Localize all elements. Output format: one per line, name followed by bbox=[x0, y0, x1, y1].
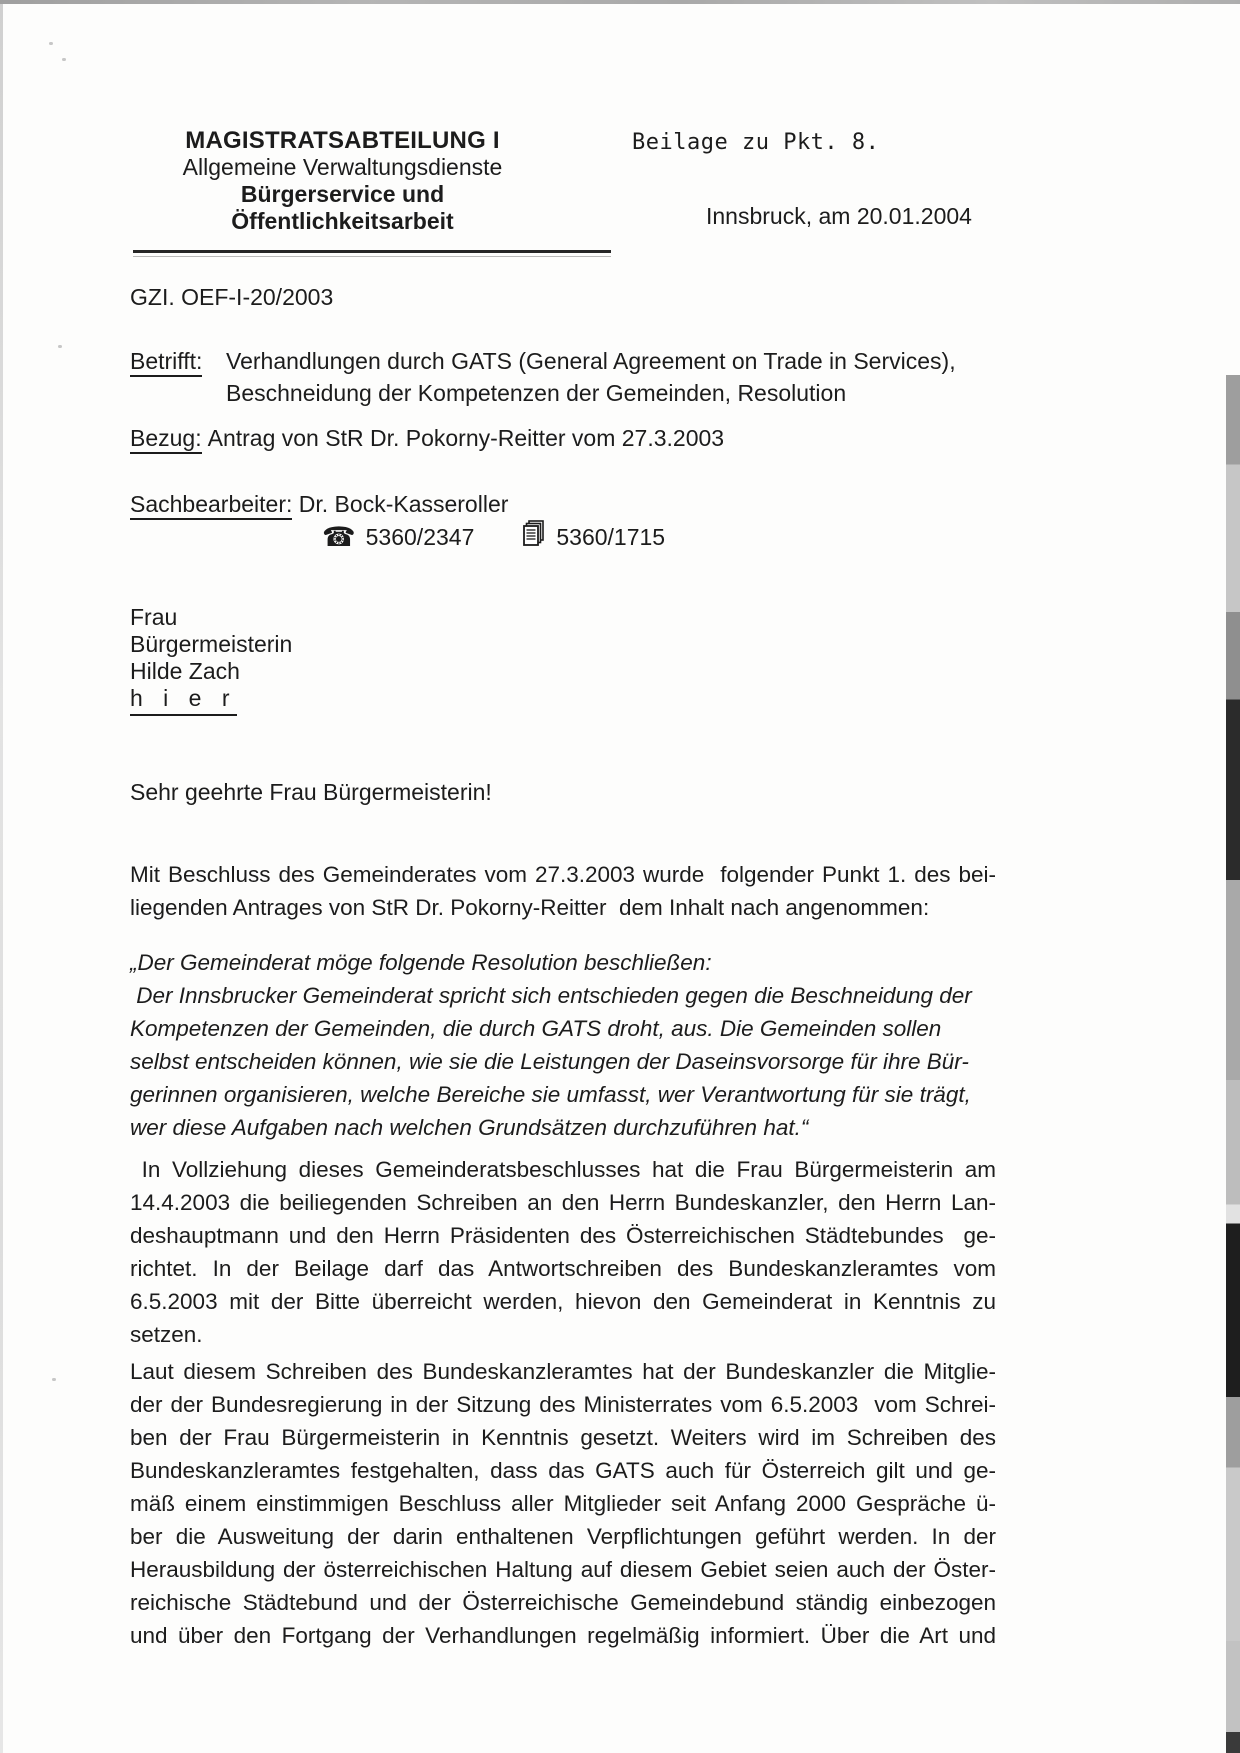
department-subtitle: Allgemeine Verwaltungsdienste bbox=[182, 154, 503, 180]
subject-text: Verhandlungen durch GATS (General Agreement on Trade in Services), Beschneidung der Kompetenzen der Gemeinden, Resolution bbox=[226, 348, 956, 406]
hier-underlined: h i e r bbox=[130, 685, 237, 716]
body-paragraph-1: Mit Beschluss des Gemeinderates vom 27.3.2003 wurde folgender Punkt 1. des bei- liegenden Antrages von StR Dr. Pokorny-Reitter dem Inhalt nach angenommen: bbox=[130, 862, 996, 920]
scan-speck bbox=[52, 1378, 56, 1381]
reference-label: Bezug: bbox=[130, 425, 202, 454]
subject-label: Betrifft: bbox=[130, 345, 226, 409]
clerk-name: Dr. Bock-Kasseroller bbox=[298, 491, 509, 517]
fax-number: 5360/1715 bbox=[556, 523, 666, 550]
phone-number: 5360/2347 bbox=[365, 523, 475, 550]
recipient-lines: Frau Bürgermeisterin Hilde Zach bbox=[130, 604, 293, 684]
reference-block bbox=[130, 425, 724, 452]
subject-block bbox=[130, 345, 1030, 409]
fax-pages-icon bbox=[522, 520, 546, 554]
clerk-block bbox=[130, 489, 665, 554]
reference-text: Antrag von StR Dr. Pokorny-Reitter vom 27.3.2003 bbox=[207, 425, 725, 451]
scan-speck bbox=[49, 42, 53, 45]
recipient-hier-line bbox=[130, 685, 292, 716]
scan-artifact-top-edge bbox=[0, 0, 1240, 4]
place-date: Innsbruck, am 20.01.2004 bbox=[706, 203, 972, 229]
salutation: Sehr geehrte Frau Bürgermeisterin! bbox=[130, 779, 492, 805]
recipient-address bbox=[130, 604, 292, 716]
clerk-line bbox=[130, 489, 665, 520]
department-name: MAGISTRATSABTEILUNG I bbox=[185, 127, 500, 154]
body-paragraph-3: Laut diesem Schreiben des Bundeskanzleramtes hat der Bundeskanzler die Mitglie- der der Bundesregierung in der Sitzung des Ministerrates vom 6.5.2003 vom Schrei- ben der Frau Bürgermeisterin in Kenntnis gesetzt. Weiters wird im Schreiben des Bundeskanzleramtes festgehalten, dass das GATS auch für Österreich gilt und ge- mäß einem einstimmigen Beschluss aller Mitglieder seit Anfang 2000 Gespräche ü- ber die Ausweitung der darin enthaltenen Verpflichtungen geführt werden. In der Herausbildung der österreichischen Haltung auf diesem Gebiet seien auch der Öster- reichische Städtebund und der Österreichische Gemeindebund ständig einbezogen und über den Fortgang der Verhandlungen regelmäßig informiert. Über die Art und bbox=[130, 1359, 996, 1648]
department-header bbox=[120, 127, 565, 235]
resolution-quote: „Der Gemeinderat möge folgende Resolution beschließen: Der Innsbrucker Gemeinderat spricht sich entschieden gegen die Beschneidung der Kompetenzen der Gemeinden, die durch GATS droht, aus. Die Gemeinden sollen selbst entscheiden können, wie sie die Leistungen der Daseinsvorsorge für ihre Bür- gerinnen organisieren, welche Bereiche sie umfasst, wer Verantwortung für sie trägt, wer diese Aufgaben nach welchen Grundsätzen durchzuführen hat.“ bbox=[130, 950, 972, 1140]
phone-icon: ☎ bbox=[322, 521, 356, 552]
body-paragraph-2: In Vollziehung dieses Gemeinderatsbeschlusses hat die Frau Bürgermeisterin am 14.4.2003 die beiliegenden Schreiben an den Herrn Bundeskanzler, den Herrn Lan- deshauptmann und den Herrn Präsidenten des Österreichischen Städtebundes ge- richtet. In der Beilage darf das Antwortschreiben des Bundeskanzleramtes vom 6.5.2003 mit der Bitte überreicht werden, hievon den Gemeinderat in Kenntnis zu setzen. bbox=[130, 1157, 996, 1347]
department-unit-line2: Öffentlichkeitsarbeit bbox=[231, 208, 454, 234]
attachment-note: Beilage zu Pkt. 8. bbox=[632, 130, 880, 155]
header-rule bbox=[133, 250, 611, 253]
scan-artifact-left-edge bbox=[0, 4, 3, 1753]
header-rule-echo bbox=[133, 256, 611, 257]
file-reference: GZI. OEF-I-20/2003 bbox=[130, 284, 334, 310]
department-unit-line1: Bürgerservice und bbox=[240, 181, 445, 207]
clerk-contact-line bbox=[322, 520, 665, 554]
scan-artifact-right-edge bbox=[1226, 0, 1240, 1753]
clerk-label: Sachbearbeiter: bbox=[130, 491, 292, 520]
scan-speck bbox=[62, 58, 66, 61]
scan-speck bbox=[58, 345, 62, 348]
